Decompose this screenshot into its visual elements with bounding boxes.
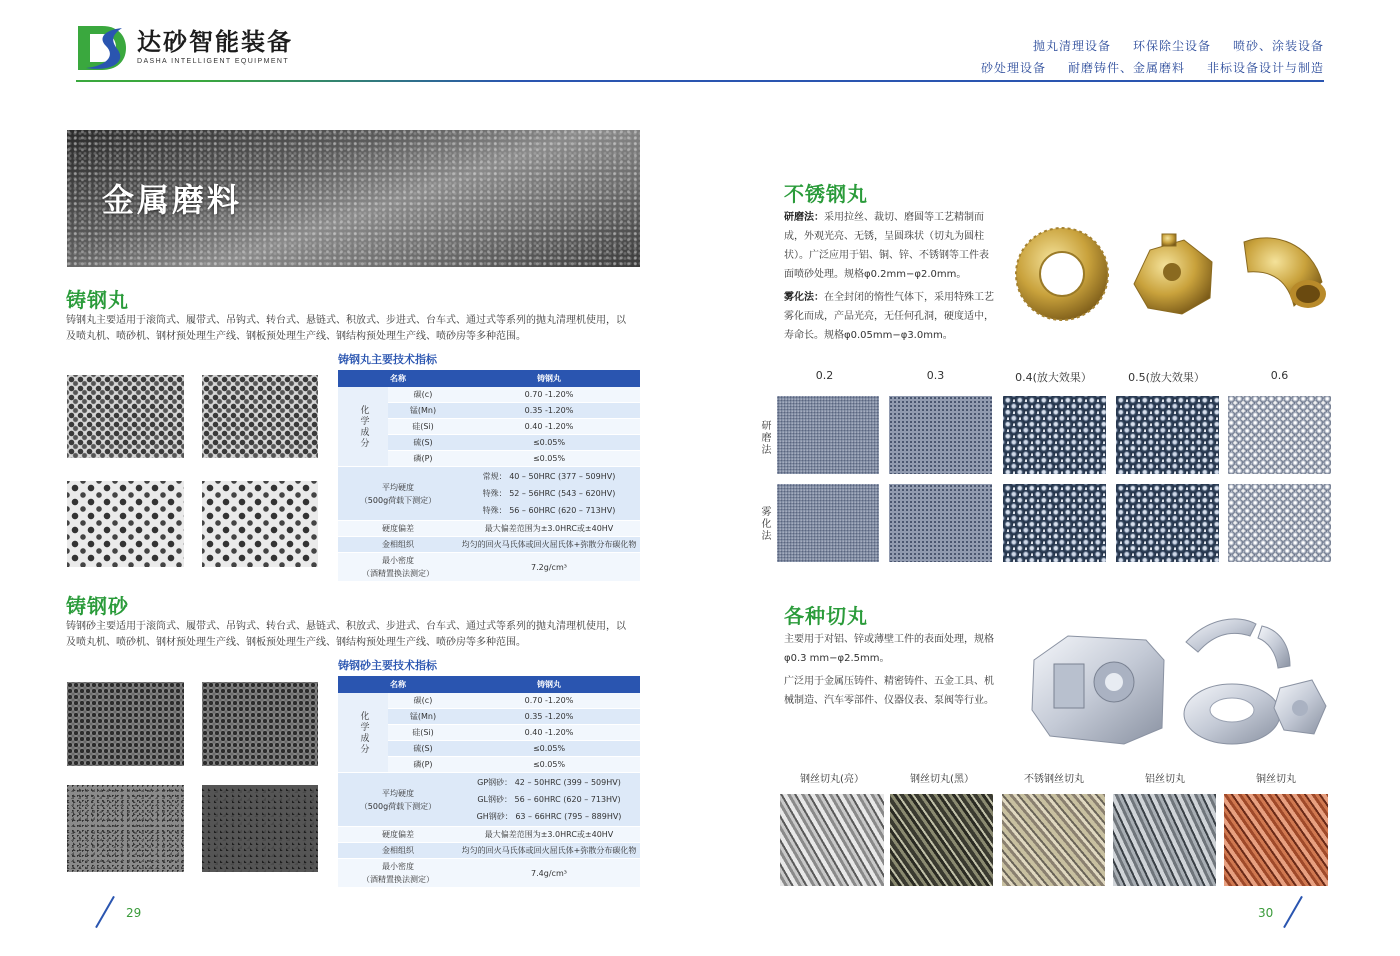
hardness-value: GH钢砂： 63 – 66HRC (795 – 889HV) <box>476 812 622 821</box>
section-title-stainless-shot: 不锈钢丸 <box>784 182 868 206</box>
row-value: ≤0.05% <box>458 741 640 757</box>
banner-image <box>67 130 640 267</box>
row-name: 锰(Mn) <box>388 403 458 419</box>
row-name: 最小密度 <box>382 556 414 565</box>
row-name: 锰(Mn) <box>388 709 458 725</box>
stainless-grind-0.4-photo <box>1003 396 1106 474</box>
nav-row-1 <box>1011 37 1324 54</box>
spec-table-steel-grit <box>338 676 640 888</box>
row-name-note: （500g荷载下测定） <box>359 801 437 811</box>
row-value: ≤0.05% <box>458 435 640 451</box>
brand-name-cn: 达砂智能装备 <box>137 28 293 56</box>
row-value: 0.40 -1.20% <box>458 725 640 741</box>
aluminum-part-icon <box>1274 680 1326 734</box>
row-value: 0.70 -1.20% <box>458 693 640 709</box>
stainless-grind-0.5-photo <box>1116 396 1219 474</box>
cut-wire-label-black: 钢丝切丸(黑） <box>910 774 974 785</box>
row-value: ≤0.05% <box>458 451 640 467</box>
row-value: 0.70 -1.20% <box>458 387 640 403</box>
size-label-0.5: 0.5(放大效果） <box>1128 371 1205 384</box>
hardness-value: GL钢砂： 56 – 60HRC (620 – 713HV) <box>477 795 621 804</box>
steel-grit-photo-4 <box>202 785 318 872</box>
row-name: 硫(S) <box>388 435 458 451</box>
cut-wire-desc-1: 主要用于对铝、锌或薄壁工件的表面处理，规格φ0.3 mm−φ2.5mm。 <box>784 634 994 664</box>
row-name: 硬度偏差 <box>338 827 458 843</box>
row-label-grinding: 研磨法 <box>759 420 770 456</box>
cut-wire-black-photo <box>890 794 993 886</box>
row-value: 7.4g/cm³ <box>458 859 640 888</box>
table-header-row <box>338 370 640 387</box>
header-cell-name: 名称 <box>338 676 458 693</box>
row-name: 金相组织 <box>338 537 458 553</box>
header-divider <box>76 80 1324 82</box>
method-1-text: 采用拉丝、裁切、磨圆等工艺精制而成，外观光亮、无锈，呈圆珠状（切丸为圆柱状）。广泛应用于铝、铜、锌、不锈钢等工件表面喷砂处理。规格φ0.2mm−φ2.0mm。 <box>784 212 989 280</box>
row-name: 平均硬度 <box>382 788 414 798</box>
header-cell-value: 铸钢丸 <box>458 370 640 387</box>
steel-grit-photo-2 <box>202 682 318 766</box>
cut-wire-bright-photo <box>780 794 884 886</box>
cut-wire-desc-2: 广泛用于金属压铸件、精密铸件、五金工具、机械制造、汽车零部件、仪器仪表、泵阀等行业。 <box>784 676 994 706</box>
cut-wire-copper-photo <box>1224 794 1328 886</box>
stainless-grind-0.6-photo <box>1228 396 1331 474</box>
stainless-atom-0.6-photo <box>1228 484 1331 562</box>
steel-grit-photo-3 <box>67 785 184 872</box>
dasha-logo-icon <box>76 22 128 74</box>
row-value: 最大偏差范围为±3.0HRC或±40HV <box>458 827 640 843</box>
section-title-steel-grit: 铸钢砂 <box>66 594 129 618</box>
stainless-grind-0.3-photo <box>889 396 992 474</box>
steel-shot-photo-3 <box>67 481 184 567</box>
method-2-label: 雾化法： <box>784 292 824 303</box>
row-value: 0.35 -1.20% <box>458 403 640 419</box>
steel-grit-photo-1 <box>67 682 184 766</box>
page-slash-right <box>1283 896 1303 928</box>
row-value: 7.2g/cm³ <box>458 553 640 582</box>
hardness-value: GP钢砂： 42 – 50HRC (399 – 509HV) <box>477 778 621 787</box>
row-name: 硫(S) <box>388 741 458 757</box>
cut-wire-label-copper: 铜丝切丸 <box>1256 774 1296 785</box>
steel-shot-photo-1 <box>67 375 184 458</box>
stainless-atom-0.2-photo <box>777 484 879 562</box>
size-label-0.3: 0.3 <box>926 369 945 382</box>
row-name: 硅(Si) <box>388 419 458 435</box>
row-value: ≤0.05% <box>458 757 640 773</box>
stainless-atom-0.4-photo <box>1003 484 1106 562</box>
row-name: 磷(P) <box>388 451 458 467</box>
section-title-cut-wire: 各种切丸 <box>784 604 868 628</box>
nav-item-sandblasting-coating[interactable]: 喷砂、涂装设备 <box>1232 39 1324 53</box>
row-name-note: （酒精置换法测定） <box>362 569 434 578</box>
size-label-0.6: 0.6 <box>1270 369 1289 382</box>
nav-item-custom-equipment[interactable]: 非标设备设计与制造 <box>1206 61 1324 75</box>
row-value: 0.35 -1.20% <box>458 709 640 725</box>
stainless-grind-0.2-photo <box>777 396 879 474</box>
table-title-steel-grit: 铸钢砂主要技术指标 <box>338 659 437 672</box>
hardness-value: 特殊： 56 – 60HRC (620 – 713HV) <box>482 506 616 515</box>
banner-title: 金属磨料 <box>102 181 243 219</box>
row-value: 最大偏差范围为±3.0HRC或±40HV <box>458 521 640 537</box>
header-cell-name: 名称 <box>338 370 458 387</box>
row-name: 磷(P) <box>388 757 458 773</box>
stainless-method-2 <box>784 288 996 345</box>
section-title-steel-shot: 铸钢丸 <box>66 288 129 312</box>
cut-wire-application-image <box>1028 610 1328 750</box>
nav-item-castings-abrasives[interactable]: 耐磨铸件、金属磨料 <box>1067 61 1185 75</box>
row-name: 碳(c) <box>388 387 458 403</box>
table-row <box>338 467 640 521</box>
steel-shot-photo-2 <box>202 375 318 458</box>
row-name: 平均硬度 <box>382 482 414 492</box>
brand-block <box>137 28 293 65</box>
table-row <box>338 693 640 709</box>
table-row <box>338 827 640 843</box>
page-number-left: 29 <box>126 906 142 920</box>
section-desc-steel-grit: 铸钢砂主要适用于滚筒式、履带式、吊钩式、转台式、悬链式、积放式、步进式、台车式、通过式等系列的抛丸清理机使用，以及喷丸机、喷砂机、钢材预处理生产线、钢板预处理生产线、钢结构预处理生产线、喷砂房等多种范围。 <box>66 621 626 648</box>
aluminum-bracket-icon <box>1186 619 1290 668</box>
section-desc-steel-shot: 铸钢丸主要适用于滚筒式、履带式、吊钩式、转台式、悬链式、积放式、步进式、台车式、通过式等系列的抛丸清理机使用，以及喷丸机、喷砂机、钢材预处理生产线、钢板预处理生产线、钢结构预处理生产线、喷砂房等多种范围。 <box>66 315 626 342</box>
size-label-0.2: 0.2 <box>815 369 834 382</box>
page-slash-left <box>95 896 115 928</box>
cut-wire-label-bright: 钢丝切丸(亮） <box>800 774 864 785</box>
method-1-label: 研磨法： <box>784 212 824 223</box>
row-name-note: （酒精置换法测定） <box>362 875 434 884</box>
page-number-right: 30 <box>1258 906 1274 920</box>
brand-name-en: DASHA INTELLIGENT EQUIPMENT <box>137 58 290 65</box>
row-name: 金相组织 <box>338 843 458 859</box>
nav-item-dust-removal[interactable]: 环保除尘设备 <box>1132 39 1211 53</box>
row-name: 硅(Si) <box>388 725 458 741</box>
method-2-text: 在全封闭的惰性气体下，采用特殊工艺雾化而成，产品光亮，无任何孔洞，硬度适中，寿命长。规格φ0.05mm−φ3.0mm。 <box>784 292 994 341</box>
steel-shot-photo-4 <box>202 481 318 567</box>
header-cell-value: 铸钢丸 <box>458 676 640 693</box>
cut-wire-stainless-photo <box>1002 794 1105 886</box>
row-label-atomization: 雾化法 <box>759 506 770 542</box>
group-label-chemistry: 化学成分 <box>358 710 369 755</box>
table-row <box>338 773 640 827</box>
table-row <box>338 553 640 582</box>
row-name: 最小密度 <box>382 862 414 871</box>
stainless-atom-0.5-photo <box>1116 484 1219 562</box>
size-label-0.4: 0.4(放大效果） <box>1015 371 1092 384</box>
row-value: 均匀的回火马氏体或回火屈氏体+弥散分布碳化物 <box>458 843 640 859</box>
group-label-chemistry: 化学成分 <box>358 404 369 449</box>
brass-elbow-icon <box>1244 238 1326 308</box>
stainless-method-1 <box>784 208 996 284</box>
row-name-note: （500g荷载下测定） <box>359 495 437 505</box>
cut-wire-aluminum-photo <box>1113 794 1216 886</box>
nav-item-sand-processing[interactable]: 砂处理设备 <box>980 61 1046 75</box>
stainless-atom-0.3-photo <box>889 484 992 562</box>
cut-wire-label-aluminum: 铝丝切丸 <box>1145 774 1185 785</box>
brass-housing-icon <box>1134 234 1212 314</box>
table-header-row <box>338 676 640 693</box>
nav-item-shot-blasting[interactable]: 抛丸清理设备 <box>1032 39 1111 53</box>
table-row <box>338 387 640 403</box>
cut-wire-label-stainless: 不锈钢丝切丸 <box>1024 774 1084 785</box>
table-row <box>338 843 640 859</box>
brass-ring-icon <box>1016 228 1108 320</box>
table-row <box>338 521 640 537</box>
row-value: 均匀的回火马氏体或回火屈氏体+弥散分布碳化物 <box>458 537 640 553</box>
table-row <box>338 537 640 553</box>
row-value: 0.40 -1.20% <box>458 419 640 435</box>
aluminum-cone-icon <box>1184 684 1280 744</box>
row-name: 硬度偏差 <box>338 521 458 537</box>
hardness-value: 特殊： 52 – 56HRC (543 – 620HV) <box>482 489 616 498</box>
aluminum-casting-icon <box>1032 636 1164 744</box>
table-row <box>338 859 640 888</box>
table-title-steel-shot: 铸钢丸主要技术指标 <box>338 353 437 366</box>
stainless-shot-application-image <box>1012 222 1328 326</box>
spec-table-steel-shot <box>338 370 640 582</box>
hardness-value: 常规： 40 – 50HRC (377 – 509HV) <box>482 472 616 481</box>
nav-row-2 <box>959 59 1324 76</box>
row-name: 碳(c) <box>388 693 458 709</box>
